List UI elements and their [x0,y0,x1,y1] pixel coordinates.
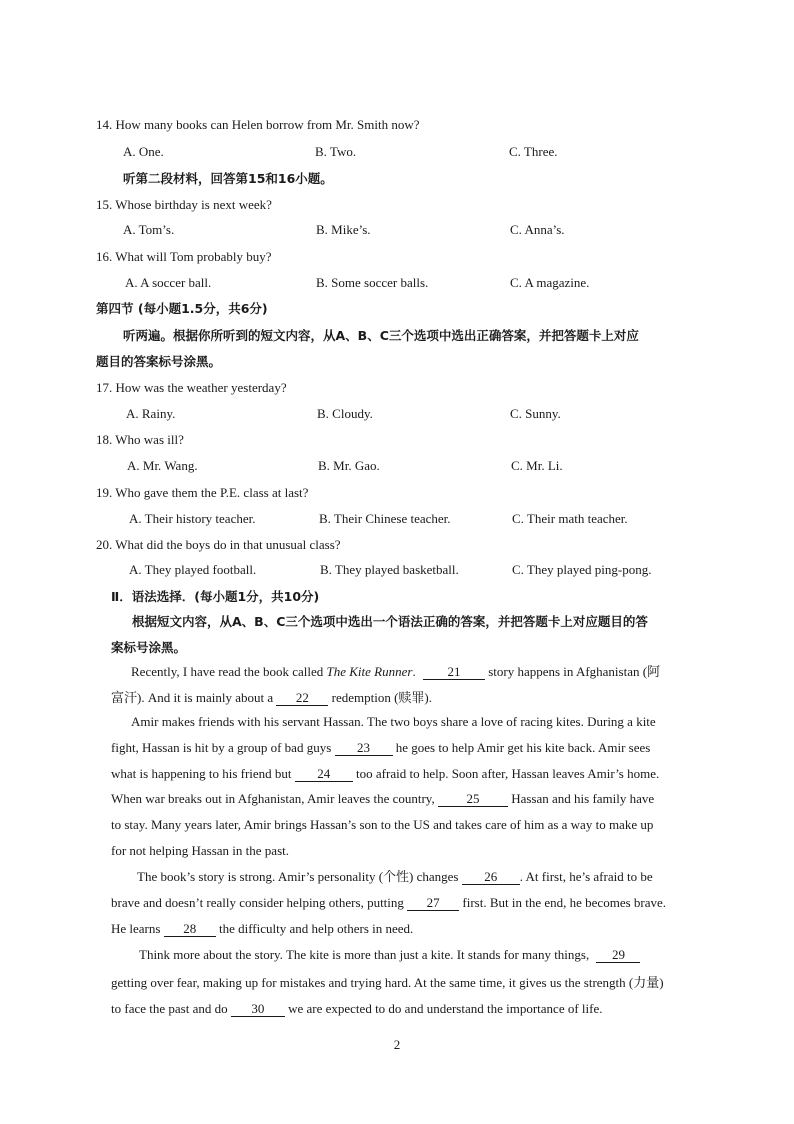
q20-option-c: C. They played ping-pong. [512,562,652,577]
text-span: Think more about the story. The kite is more than just a kite. It stands for many things, [139,947,590,962]
q17-option-c: C. Sunny. [510,406,561,421]
blank-26: 26 [462,870,520,885]
q20-option-b: B. They played basketball. [320,562,459,577]
question-15: 15. Whose birthday is next week? [96,197,272,212]
q14-option-a: A. One. [123,144,164,159]
passage-p2-line3 [111,766,659,782]
text-span: story happens in Afghanistan (阿 [484,664,661,679]
text-span: brave and doesn’t really consider helping others, putting [111,895,404,910]
grammar-instruction-line2: 案标号涂黑。 [111,640,187,655]
passage-p2-line6: for not helping Hassan in the past. [111,843,289,858]
text-span: He learns [111,921,161,936]
q17-option-b: B. Cloudy. [317,406,373,421]
q14-option-b: B. Two. [315,144,357,159]
section4-instruction-line1: 听两遍。根据你所听到的短文内容，从A、B、C三个选项中选出正确答案，并把答题卡上对应 [123,328,639,343]
text-span: the difficulty and help others in need. [215,921,414,936]
q15-option-a: A. Tom’s. [123,222,175,237]
text-span: what is happening to his friend but [111,766,292,781]
section4-instruction-line2: 题目的答案标号涂黑。 [96,354,222,369]
passage-p2-line5: to stay. Many years later, Amir brings Hassan’s son to the US and takes care of him as a way to make up [111,817,654,832]
q16-option-c: C. A magazine. [510,275,590,290]
q18-option-a: A. Mr. Wang. [127,458,198,473]
text-span: we are expected to do and understand the importance of life. [284,1001,603,1016]
blank-29: 29 [596,948,640,963]
passage-p3-line2 [111,895,666,911]
text-span: to face the past and do [111,1001,228,1016]
passage-p1-line2 [111,690,432,706]
text-span: too afraid to help. Soon after, Hassan leaves Amir’s home. [352,766,660,781]
blank-28: 28 [164,922,216,937]
q17-option-a: A. Rainy. [126,406,176,421]
passage-p4-line2: getting over fear, making up for mistakes and trying hard. At the same time, it gives us the strength (力量) [111,975,664,990]
q20-option-a: A. They played football. [129,562,257,577]
q15-option-b: B. Mike’s. [316,222,371,237]
blank-30: 30 [231,1002,285,1017]
passage-p3-line1 [137,869,653,885]
book-title: The Kite Runner [326,664,413,679]
passage-p2-line1: Amir makes friends with his servant Hassan. The two boys share a love of racing kites. During a kite [131,714,656,729]
passage-p4-line1 [139,947,640,963]
passage-p2-line4 [111,791,654,807]
q18-option-b: B. Mr. Gao. [318,458,380,473]
question-20: 20. What did the boys do in that unusual class? [96,537,341,552]
text-span: . At first, he’s afraid to be [519,869,653,884]
text-span: fight, Hassan is hit by a group of bad guys [111,740,332,755]
text-span: . [412,664,416,679]
question-17: 17. How was the weather yesterday? [96,380,287,395]
text-span: Recently, I have read the book called [131,664,327,679]
q15-option-c: C. Anna’s. [510,222,565,237]
section4-title: 第四节 (每小题1.5分，共6分) [96,301,268,316]
blank-21: 21 [423,665,485,680]
q19-option-a: A. Their history teacher. [129,511,256,526]
passage2-instruction: 听第二段材料，回答第15和16小题。 [123,171,333,186]
text-span: When war breaks out in Afghanistan, Amir leaves the country, [111,791,435,806]
text-span: he goes to help Amir get his kite back. Amir sees [392,740,651,755]
q19-option-c: C. Their math teacher. [512,511,628,526]
q16-option-b: B. Some soccer balls. [316,275,429,290]
grammar-section-title: Ⅱ．语法选择．(每小题1分，共10分) [111,589,320,604]
blank-22: 22 [276,691,328,706]
q16-option-a: A. A soccer ball. [125,275,212,290]
blank-24: 24 [295,767,353,782]
passage-p1-line1 [131,664,660,680]
blank-27: 27 [407,896,459,911]
passage-p4-line3 [111,1001,603,1017]
blank-25: 25 [438,792,508,807]
page-number: 2 [393,1037,401,1052]
question-19: 19. Who gave them the P.E. class at last? [96,485,309,500]
q14-option-c: C. Three. [509,144,558,159]
text-span: redemption (赎罪). [328,690,432,705]
q18-option-c: C. Mr. Li. [511,458,563,473]
text-span: first. But in the end, he becomes brave. [459,895,667,910]
q19-option-b: B. Their Chinese teacher. [319,511,451,526]
passage-p3-line3 [111,921,413,937]
passage-p2-line2 [111,740,650,756]
question-14: 14. How many books can Helen borrow from Mr. Smith now? [96,117,420,132]
question-16: 16. What will Tom probably buy? [96,249,272,264]
text-span: 富汗). And it is mainly about a [111,690,274,705]
text-span: Hassan and his family have [507,791,655,806]
grammar-instruction-line1: 根据短文内容，从A、B、C三个选项中选出一个语法正确的答案，并把答题卡上对应题目的答 [132,614,648,629]
text-span: The book’s story is strong. Amir’s personality (个性) changes [137,869,459,884]
question-18: 18. Who was ill? [96,432,184,447]
blank-23: 23 [335,741,393,756]
